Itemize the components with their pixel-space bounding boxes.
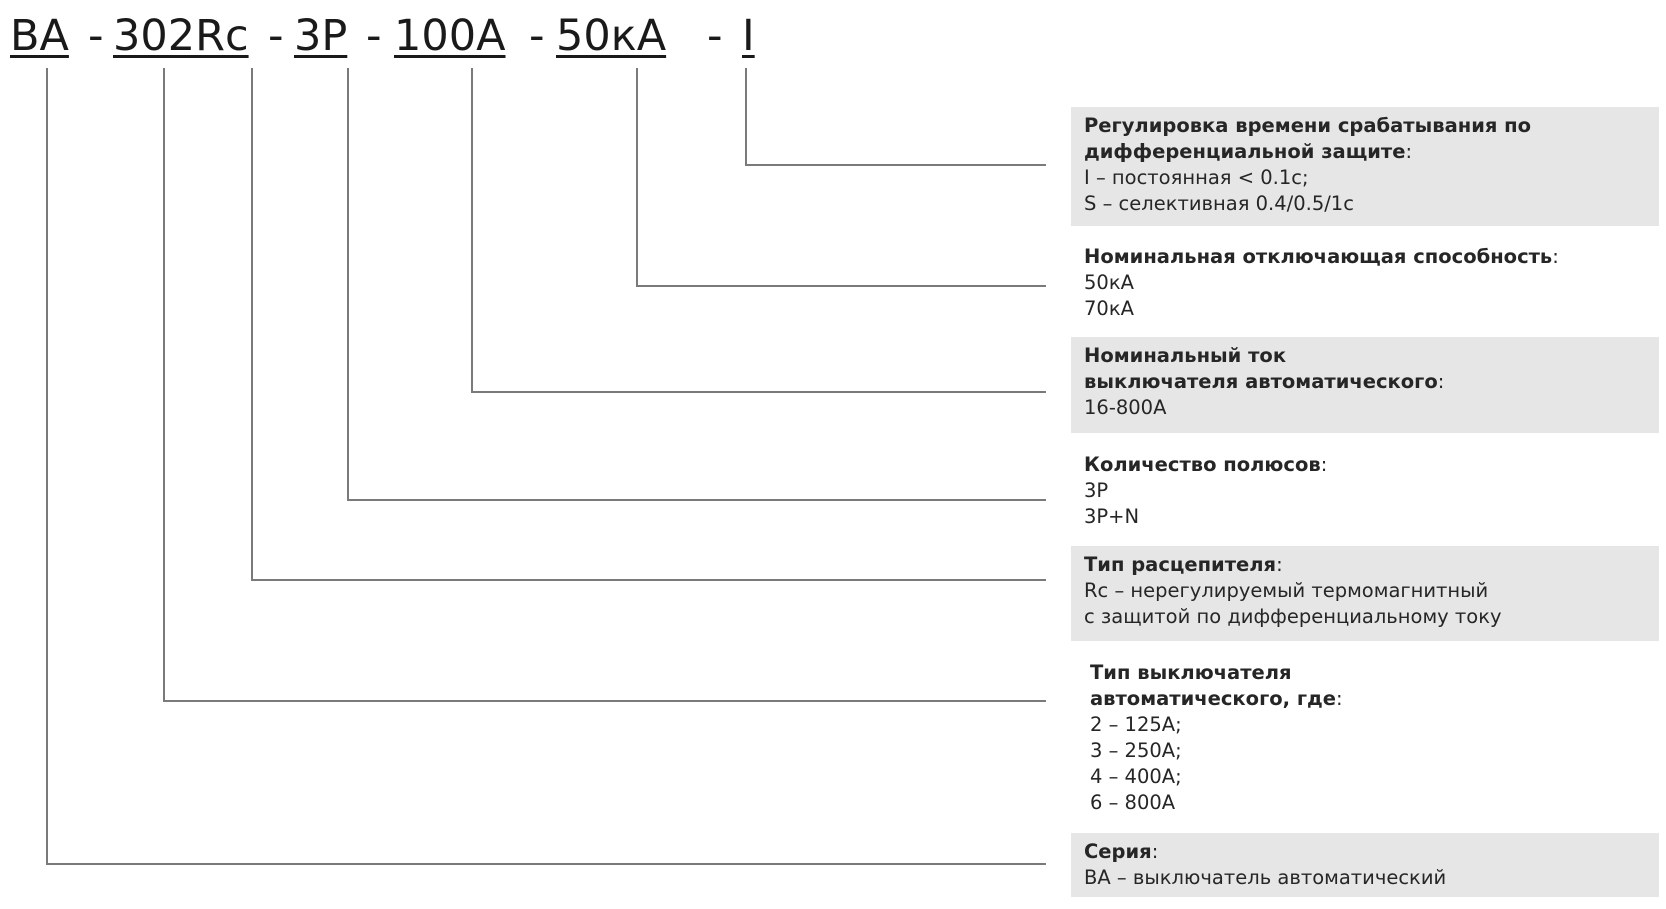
block-line: 50кА <box>1084 271 1134 294</box>
block-line: 16-800А <box>1084 396 1167 419</box>
code-segment-breaking-capacity: 50кА <box>556 11 667 61</box>
block-series: Серия: ВА – выключатель автоматический <box>1071 833 1659 897</box>
block-line: с защитой по дифференциальному току <box>1084 605 1502 628</box>
block-trip-time: Регулировка времени срабатывания по дифференциальной защите: I – постоянная < 0.1с; S – селективная 0.4/0.5/1с <box>1071 107 1659 226</box>
block-title: Тип расцепителя <box>1084 553 1277 576</box>
code-separator: - <box>88 11 104 61</box>
code-separator: - <box>707 11 723 61</box>
block-title: Номинальный ток выключателя автоматического <box>1084 344 1438 393</box>
block-line: 6 – 800А <box>1090 791 1176 814</box>
block-line: 70кА <box>1084 297 1134 320</box>
connector-breaking-capacity <box>637 68 1046 286</box>
block-breaker-type: Тип выключателя автоматического, где: 2 – 125А; 3 – 250А; 4 – 400А; 6 – 800А <box>1071 654 1659 822</box>
connector-series <box>47 68 1046 864</box>
block-line: ВА – выключатель автоматический <box>1084 866 1447 889</box>
code-segment-trip-time: I <box>742 11 755 61</box>
block-release-type: Тип расцепителя: Rc – нерегулируемый термомагнитный с защитой по дифференциальному току <box>1071 546 1659 641</box>
code-segment-series: ВА <box>10 11 69 61</box>
code-separator: - <box>366 11 382 61</box>
block-poles: Количество полюсов: 3P 3P+N <box>1071 446 1659 536</box>
connector-breaker-type <box>164 68 1046 701</box>
connector-trip-time <box>746 68 1046 165</box>
block-line: 3 – 250А; <box>1090 739 1182 762</box>
block-line: Rc – нерегулируемый термомагнитный <box>1084 579 1489 602</box>
block-rated-current: Номинальный ток выключателя автоматического: 16-800А <box>1071 337 1659 433</box>
code-separator: - <box>529 11 545 61</box>
block-title: Серия <box>1084 840 1152 863</box>
block-line: 4 – 400А; <box>1090 765 1182 788</box>
block-line: 3P+N <box>1084 505 1140 528</box>
connector-poles <box>348 68 1046 500</box>
block-line: I – постоянная < 0.1с; <box>1084 166 1309 189</box>
block-title: Количество полюсов <box>1084 453 1321 476</box>
code-segment-current: 100А <box>394 11 506 61</box>
block-line: S – селективная 0.4/0.5/1с <box>1084 192 1354 215</box>
code-segment-type: 302Rc <box>113 11 249 61</box>
code-separator: - <box>268 11 284 61</box>
code-segment-poles: 3Р <box>294 11 348 61</box>
connector-current <box>472 68 1046 392</box>
block-line: 3P <box>1084 479 1109 502</box>
connector-release-type <box>252 68 1046 580</box>
block-title: Тип выключателя автоматического, где <box>1090 661 1337 710</box>
block-line: 2 – 125А; <box>1090 713 1182 736</box>
block-breaking-capacity: Номинальная отключающая способность: 50кА 70кА <box>1071 238 1659 326</box>
block-title: Регулировка времени срабатывания по дифференциальной защите <box>1084 114 1532 163</box>
block-title: Номинальная отключающая способность <box>1084 245 1553 268</box>
